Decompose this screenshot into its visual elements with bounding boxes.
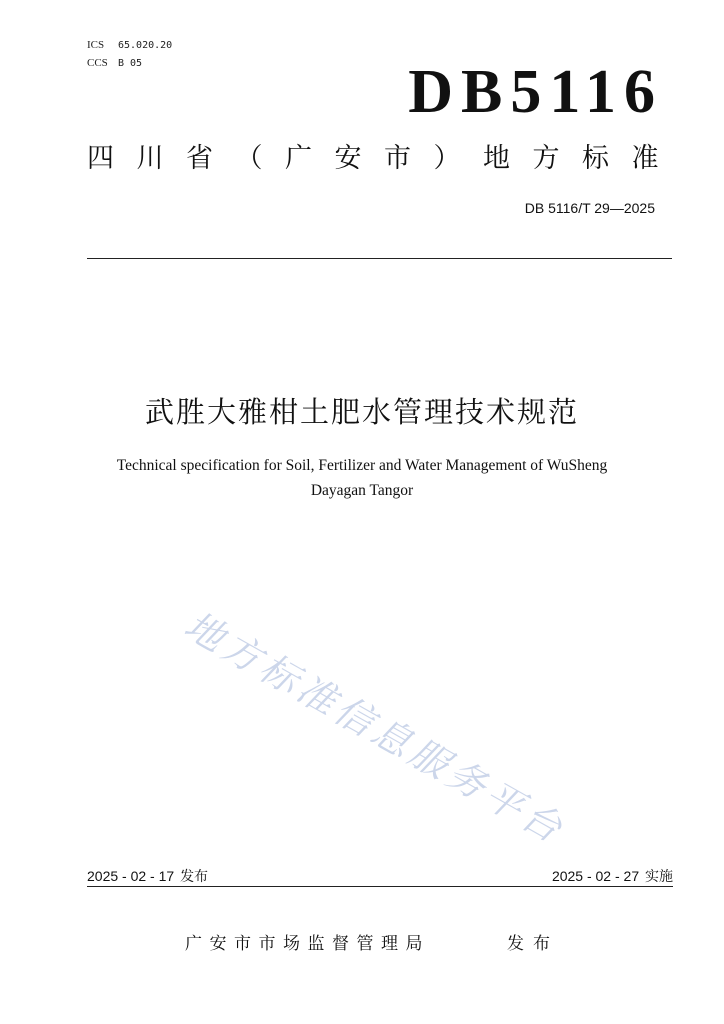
- standard-code-mark: DB5116: [408, 58, 663, 126]
- issuing-authority: 广安市市场监督管理局: [185, 934, 430, 954]
- header-divider: [87, 258, 672, 259]
- release-date-line: [87, 867, 208, 886]
- issue-label: 发布: [507, 934, 559, 954]
- document-title-chinese: 武胜大雅柑土肥水管理技术规范: [144, 395, 579, 429]
- implementation-date: 2025 - 02 - 27: [551, 868, 640, 884]
- standard-number: DB 5116/T 29—2025: [524, 200, 655, 216]
- document-title-english-line-2: Dayagan Tangor: [310, 482, 414, 499]
- ccs-label: CCS: [87, 57, 108, 69]
- platform-watermark: 地方标准信息服务平台: [177, 602, 574, 853]
- ics-value: 65.020.20: [118, 40, 173, 51]
- footer-divider: [87, 886, 673, 887]
- implementation-label: 实施: [645, 869, 673, 885]
- ccs-classification: [87, 56, 142, 71]
- document-title-english-line-1: Technical specification for Soil, Fertilizer and Water Management of WuSheng: [116, 457, 608, 474]
- implementation-date-line: [552, 867, 673, 886]
- standard-type-heading: 四川省（广安市）地方标准: [87, 143, 681, 174]
- ics-classification: [87, 38, 172, 53]
- ics-label: ICS: [87, 39, 105, 51]
- release-date: 2025 - 02 - 17: [87, 868, 175, 884]
- release-label: 发布: [180, 869, 209, 885]
- ccs-value: B 05: [118, 58, 143, 69]
